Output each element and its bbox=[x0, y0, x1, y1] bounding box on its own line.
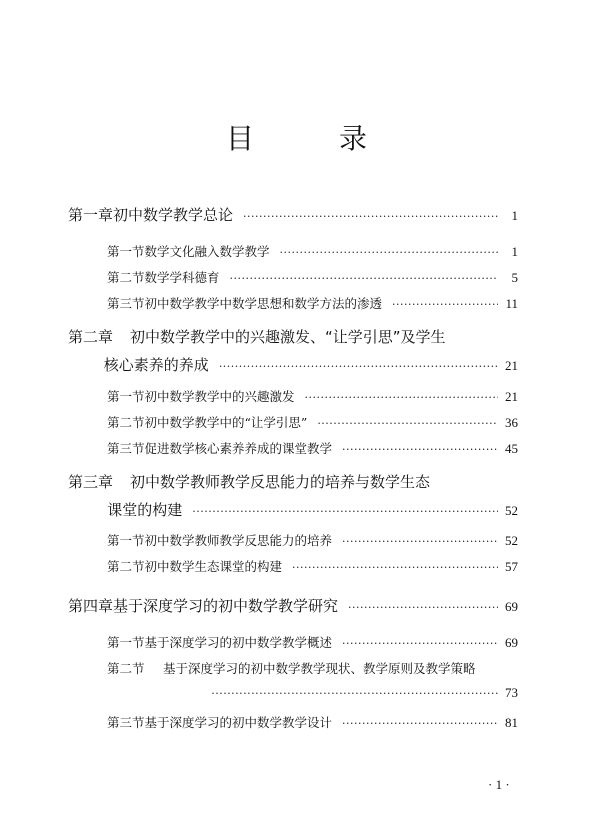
dot-leader bbox=[230, 272, 498, 285]
toc-chapter-entry[interactable] bbox=[68, 326, 518, 347]
dot-leader bbox=[392, 298, 498, 311]
section-title: 初中数学教学中数学思想和数学方法的渗透 bbox=[144, 296, 383, 311]
dot-leader bbox=[192, 505, 498, 518]
chapter-title: 基于深度学习的初中数学教学研究 bbox=[113, 597, 339, 615]
toc-section-entry[interactable] bbox=[107, 242, 518, 260]
page-ref: 11 bbox=[505, 296, 518, 311]
dot-leader bbox=[342, 637, 498, 650]
chapter-number: 第二章 bbox=[68, 328, 114, 346]
section-number: 第二节 bbox=[107, 270, 145, 285]
chapter-title: 初中数学教学总论 bbox=[113, 206, 234, 224]
dot-leader bbox=[243, 210, 498, 223]
toc-section-entry[interactable] bbox=[107, 633, 518, 651]
page-ref: 69 bbox=[505, 635, 518, 650]
page-ref: 57 bbox=[505, 559, 518, 574]
toc-chapter-entry[interactable] bbox=[68, 499, 518, 520]
toc-section-entry[interactable] bbox=[107, 659, 518, 677]
dot-leader bbox=[348, 601, 498, 614]
section-title: 初中数学教师教学反思能力的培养 bbox=[144, 533, 333, 548]
section-title: 初中数学教学中的兴趣激发 bbox=[144, 389, 295, 404]
dot-leader bbox=[342, 443, 498, 456]
toc-section-entry[interactable] bbox=[107, 557, 518, 575]
toc-section-entry[interactable] bbox=[107, 294, 518, 312]
chapter-title: 课堂的构建 bbox=[107, 501, 183, 519]
page-ref: 1 bbox=[511, 244, 518, 259]
section-title: 促进数学核心素养养成的课堂教学 bbox=[144, 441, 333, 456]
page-ref: 21 bbox=[505, 358, 518, 373]
section-number: 第二节 bbox=[107, 661, 145, 676]
page-ref: 5 bbox=[511, 270, 518, 285]
page-ref: 52 bbox=[505, 503, 518, 518]
page-ref: 69 bbox=[505, 599, 518, 614]
toc-section-entry[interactable] bbox=[107, 439, 518, 457]
dot-leader bbox=[342, 535, 498, 548]
section-title: 初中数学生态课堂的构建 bbox=[144, 559, 283, 574]
page-number: · 1 · bbox=[488, 777, 510, 792]
page-title: 目 录 bbox=[226, 122, 405, 155]
section-number: 第二节 bbox=[107, 559, 145, 574]
dot-leader bbox=[280, 246, 498, 259]
toc-section-entry[interactable] bbox=[107, 268, 518, 286]
section-number: 第三节 bbox=[107, 441, 145, 456]
section-number: 第一节 bbox=[107, 244, 145, 259]
section-number: 第一节 bbox=[107, 635, 145, 650]
section-title: 数学文化融入数学教学 bbox=[144, 244, 270, 259]
page-ref: 73 bbox=[505, 685, 518, 700]
chapter-number: 第一章 bbox=[68, 206, 114, 224]
section-title: 数学学科德育 bbox=[144, 270, 220, 285]
chapter-number: 第三章 bbox=[68, 473, 114, 491]
page-ref: 1 bbox=[511, 208, 518, 223]
dot-leader bbox=[211, 687, 498, 700]
toc-chapter-entry[interactable] bbox=[68, 204, 518, 225]
dot-leader bbox=[219, 360, 498, 373]
page-ref: 81 bbox=[505, 715, 518, 730]
section-number: 第一节 bbox=[107, 533, 145, 548]
toc-section-entry[interactable] bbox=[178, 685, 518, 701]
section-title: 初中数学教学中的“让学引思” bbox=[144, 415, 308, 430]
section-title: 基于深度学习的初中数学教学概述 bbox=[144, 635, 333, 650]
page-ref: 45 bbox=[505, 441, 518, 456]
section-title: 基于深度学习的初中数学教学设计 bbox=[144, 715, 333, 730]
chapter-title: 初中数学教师教学反思能力的培养与数学生态 bbox=[130, 473, 431, 491]
section-number: 第一节 bbox=[107, 389, 145, 404]
toc-chapter-entry[interactable] bbox=[68, 471, 518, 492]
toc-section-entry[interactable] bbox=[107, 531, 518, 549]
section-number: 第三节 bbox=[107, 296, 145, 311]
dot-leader bbox=[292, 561, 498, 574]
section-title: 基于深度学习的初中数学教学现状、教学原则及教学策略 bbox=[163, 661, 476, 676]
dot-leader bbox=[317, 417, 498, 430]
page-ref: 21 bbox=[505, 389, 518, 404]
page-ref: 52 bbox=[505, 533, 518, 548]
dot-leader bbox=[305, 391, 498, 404]
toc-section-entry[interactable] bbox=[107, 713, 518, 731]
toc-section-entry[interactable] bbox=[107, 387, 518, 405]
toc-section-entry[interactable] bbox=[107, 413, 518, 431]
section-number: 第二节 bbox=[107, 415, 145, 430]
dot-leader bbox=[342, 717, 498, 730]
page-ref: 36 bbox=[505, 415, 518, 430]
toc-chapter-entry[interactable] bbox=[68, 354, 518, 375]
chapter-title: 核心素养的养成 bbox=[103, 356, 209, 374]
toc-chapter-entry[interactable] bbox=[68, 595, 518, 616]
section-number: 第三节 bbox=[107, 715, 145, 730]
chapter-number: 第四章 bbox=[68, 597, 114, 615]
chapter-title: 初中数学教学中的兴趣激发、“让学引思”及学生 bbox=[130, 328, 446, 346]
